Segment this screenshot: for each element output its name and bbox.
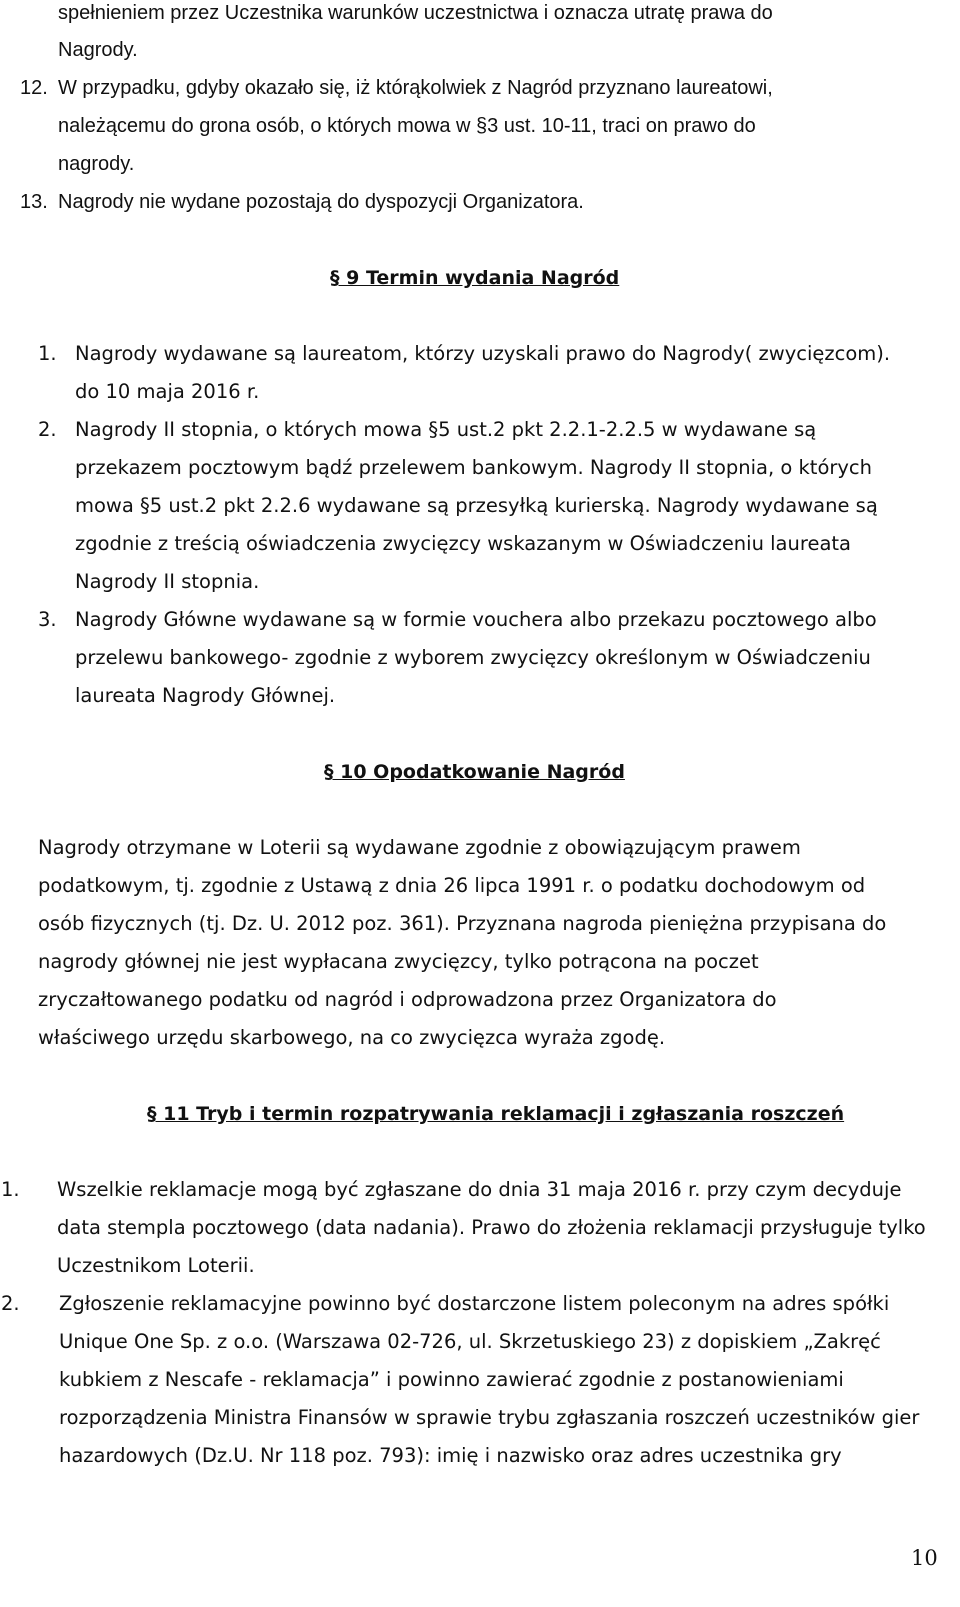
section-heading: § 10 Opodatkowanie Nagród <box>324 761 625 783</box>
list-number: 2. <box>1 1292 20 1315</box>
list-number: 2. <box>38 418 57 441</box>
text-line: Uczestnikom Loterii. <box>57 1254 255 1277</box>
list-number: 1. <box>38 342 57 365</box>
text-line: data stempla pocztowego (data nadania). Prawo do złożenia reklamacji przysługuje tylko <box>57 1216 926 1239</box>
text-line: Nagrody otrzymane w Loterii są wydawane zgodnie z obowiązującym prawem <box>38 836 801 859</box>
text-line: zryczałtowanego podatku od nagród i odprowadzona przez Organizatora do <box>38 988 777 1011</box>
text-line: podatkowym, tj. zgodnie z Ustawą z dnia 26 lipca 1991 r. o podatku dochodowym od <box>38 874 866 897</box>
text-line: Unique One Sp. z o.o. (Warszawa 02-726, ul. Skrzetuskiego 23) z dopiskiem „Zakręć <box>59 1330 881 1353</box>
section-heading: § 11 Tryb i termin rozpatrywania reklamacji i zgłaszania roszczeń <box>147 1103 845 1125</box>
text-line: właściwego urzędu skarbowego, na co zwycięzca wyraża zgodę. <box>38 1026 666 1049</box>
text-line: Nagrody wydawane są laureatom, którzy uzyskali prawo do Nagrody( zwycięzcom). <box>75 342 891 365</box>
list-number: 13. <box>20 191 48 213</box>
text-line: należącemu do grona osób, o których mowa w §3 ust. 10-11, traci on prawo do <box>58 115 756 137</box>
text-line: Nagrody nie wydane pozostają do dyspozycji Organizatora. <box>58 191 584 213</box>
text-line: rozporządzenia Ministra Finansów w sprawie trybu zgłaszania roszczeń uczestników gier <box>59 1406 920 1429</box>
list-number: 1. <box>1 1178 20 1201</box>
text-line: spełnieniem przez Uczestnika warunków uczestnictwa i oznacza utratę prawa do <box>58 2 773 24</box>
text-line: przelewu bankowego- zgodnie z wyborem zwycięzcy określonym w Oświadczeniu <box>75 646 871 669</box>
text-line: nagrody. <box>58 153 135 175</box>
text-line: Nagrody Główne wydawane są w formie vouchera albo przekazu pocztowego albo <box>75 608 877 631</box>
text-line: Nagrody II stopnia. <box>75 570 260 593</box>
text-line: Nagrody. <box>58 39 138 61</box>
text-line: osób fizycznych (tj. Dz. U. 2012 poz. 361). Przyznana nagroda pieniężna przypisana do <box>38 912 887 935</box>
text-line: do 10 maja 2016 r. <box>75 380 260 403</box>
list-number: 12. <box>20 77 48 99</box>
text-line: zgodnie z treścią oświadczenia zwycięzcy wskazanym w Oświadczeniu laureata <box>75 532 852 555</box>
page-number: 10 <box>911 1546 938 1570</box>
list-number: 3. <box>38 608 57 631</box>
text-line: Zgłoszenie reklamacyjne powinno być dostarczone listem poleconym na adres spółki <box>59 1292 890 1315</box>
text-line: przekazem pocztowym bądź przelewem bankowym. Nagrody II stopnia, o których <box>75 456 873 479</box>
text-line: hazardowych (Dz.U. Nr 118 poz. 793): imię i nazwisko oraz adres uczestnika gry <box>59 1444 842 1467</box>
text-line: Wszelkie reklamacje mogą być zgłaszane do dnia 31 maja 2016 r. przy czym decyduje <box>57 1178 902 1201</box>
text-line: mowa §5 ust.2 pkt 2.2.6 wydawane są przesyłką kurierską. Nagrody wydawane są <box>75 494 878 517</box>
text-line: kubkiem z Nescafe - reklamacja” i powinno zawierać zgodnie z postanowieniami <box>59 1368 844 1391</box>
text-line: nagrody głównej nie jest wypłacana zwycięzcy, tylko potrącona na poczet <box>38 950 759 973</box>
section-heading: § 9 Termin wydania Nagród <box>330 267 620 289</box>
text-line: laureata Nagrody Głównej. <box>75 684 336 707</box>
text-line: Nagrody II stopnia, o których mowa §5 ust.2 pkt 2.2.1-2.2.5 w wydawane są <box>75 418 817 441</box>
text-line: W przypadku, gdyby okazało się, iż którąkolwiek z Nagród przyznano laureatowi, <box>58 77 773 99</box>
